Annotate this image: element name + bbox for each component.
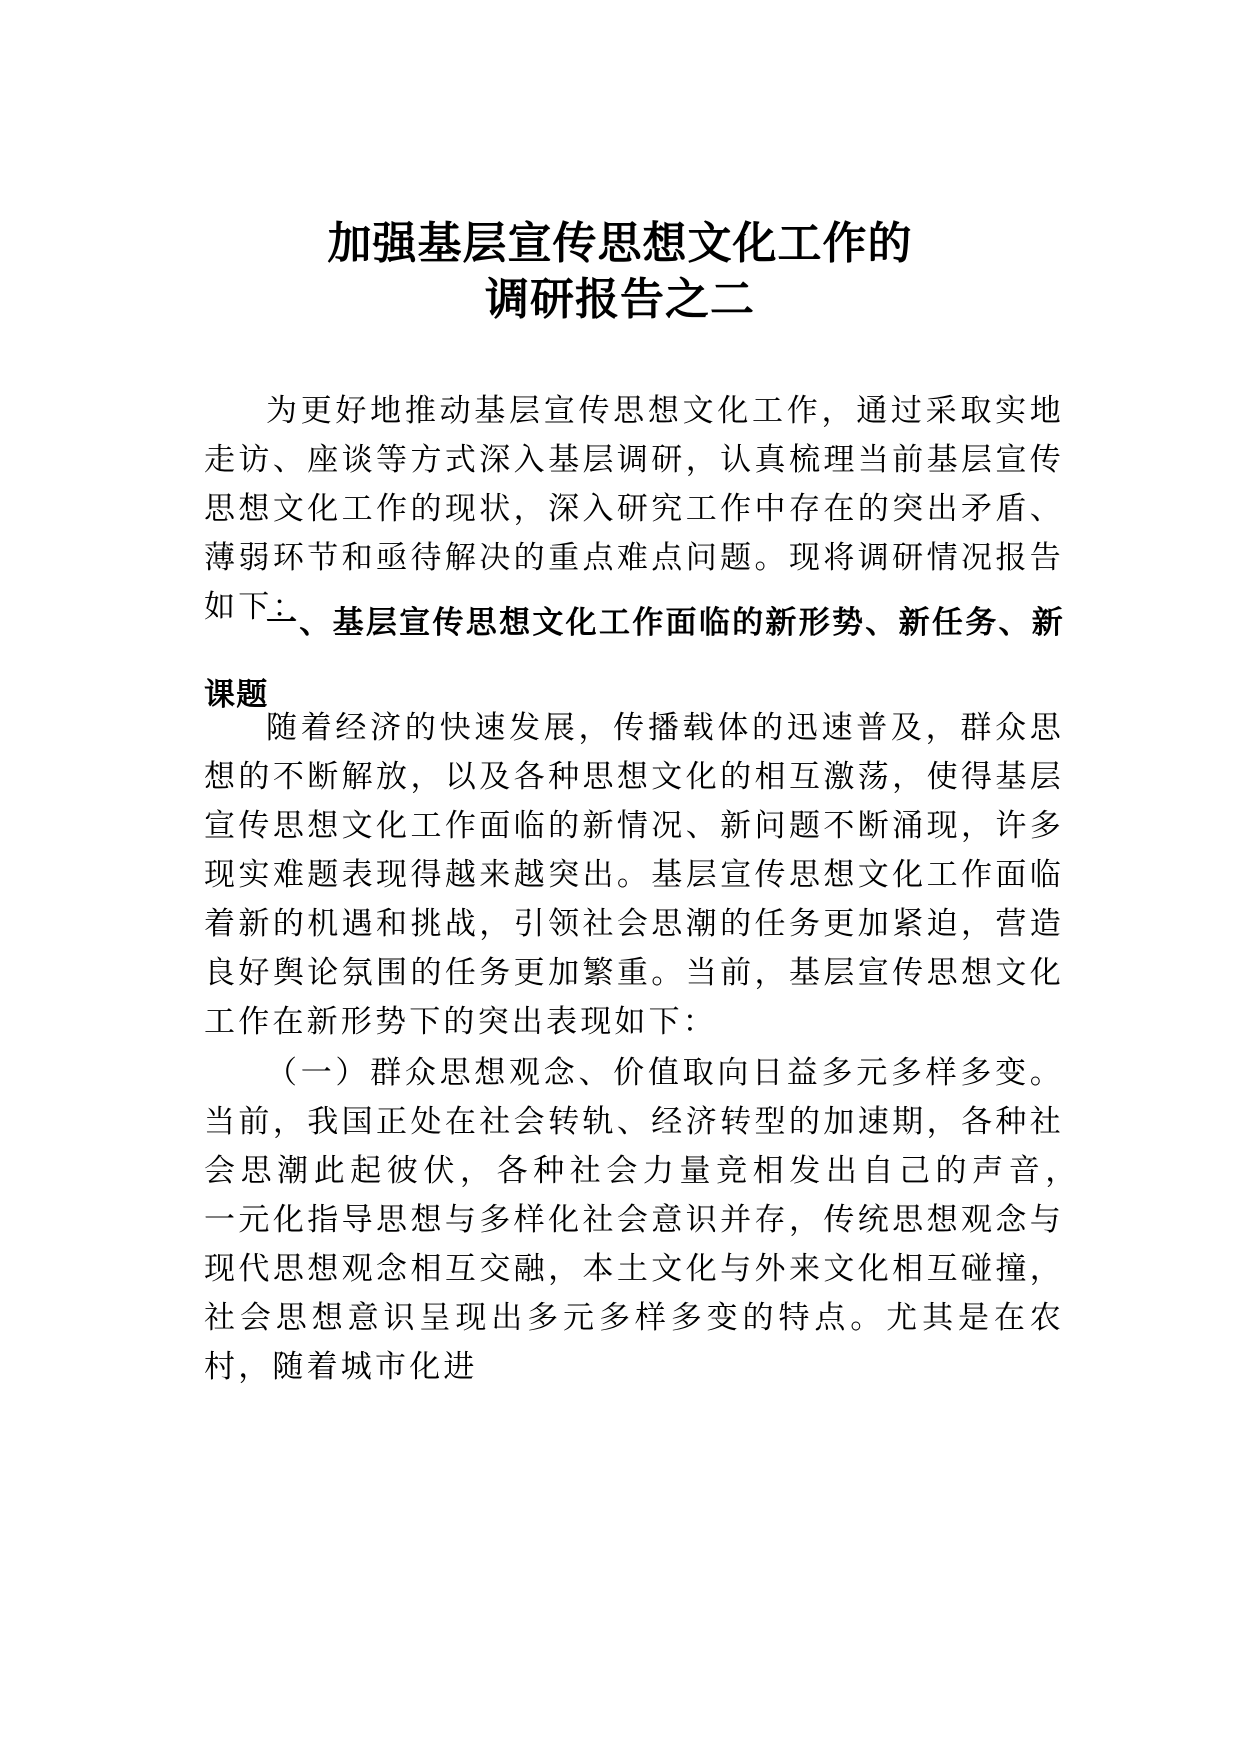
- paragraph-subsection-1: （一）群众思想观念、价值取向日益多元多样多变。当前，我国正处在社会转轨、经济转型的加速期，各种社会思潮此起彼伏，各种社会力量竞相发出自己的声音， 一元化指导思想与多样化社会意识并存，传统思想观念与现代思想观念相互交融，本土文化与外来文化相互碰撞，社会思想意识呈现出多元多样多变的特点。尤其是在农村，随着城市化进: [204, 1055, 1099, 1385]
- document-title-line-2: 调研报告之二: [485, 274, 755, 325]
- paragraph-situation: 随着经济的快速发展，传播载体的迅速普及，群众思想的不断解放，以及各种思想文化的相互激荡，使得基层宣传思想文化工作面临的新情况、新问题不断涌现，许多现实难题表现得越来越突出。基层宣传思想文化工作面临着新的机遇和挑战，引领社会思潮的任务更加紧迫，营造良好舆论氛围的任务更加繁重。当前，基层宣传思想文化工作在新形势下的突出表现如下：: [204, 710, 1064, 1040]
- section-heading-1: 一、基层宣传思想文化工作面临的新形势、新任务、新课题: [204, 605, 1064, 713]
- paragraph-intro: 为更好地推动基层宣传思想文化工作，通过采取实地走访、座谈等方式深入基层调研，认真梳理当前基层宣传思想文化工作的现状，深入研究工作中存在的突出矛盾、薄弱环节和亟待解决的重点难点问题。现将调研情况报告如下：: [204, 393, 1064, 625]
- document-title-line-1: 加强基层宣传思想文化工作的: [327, 218, 913, 269]
